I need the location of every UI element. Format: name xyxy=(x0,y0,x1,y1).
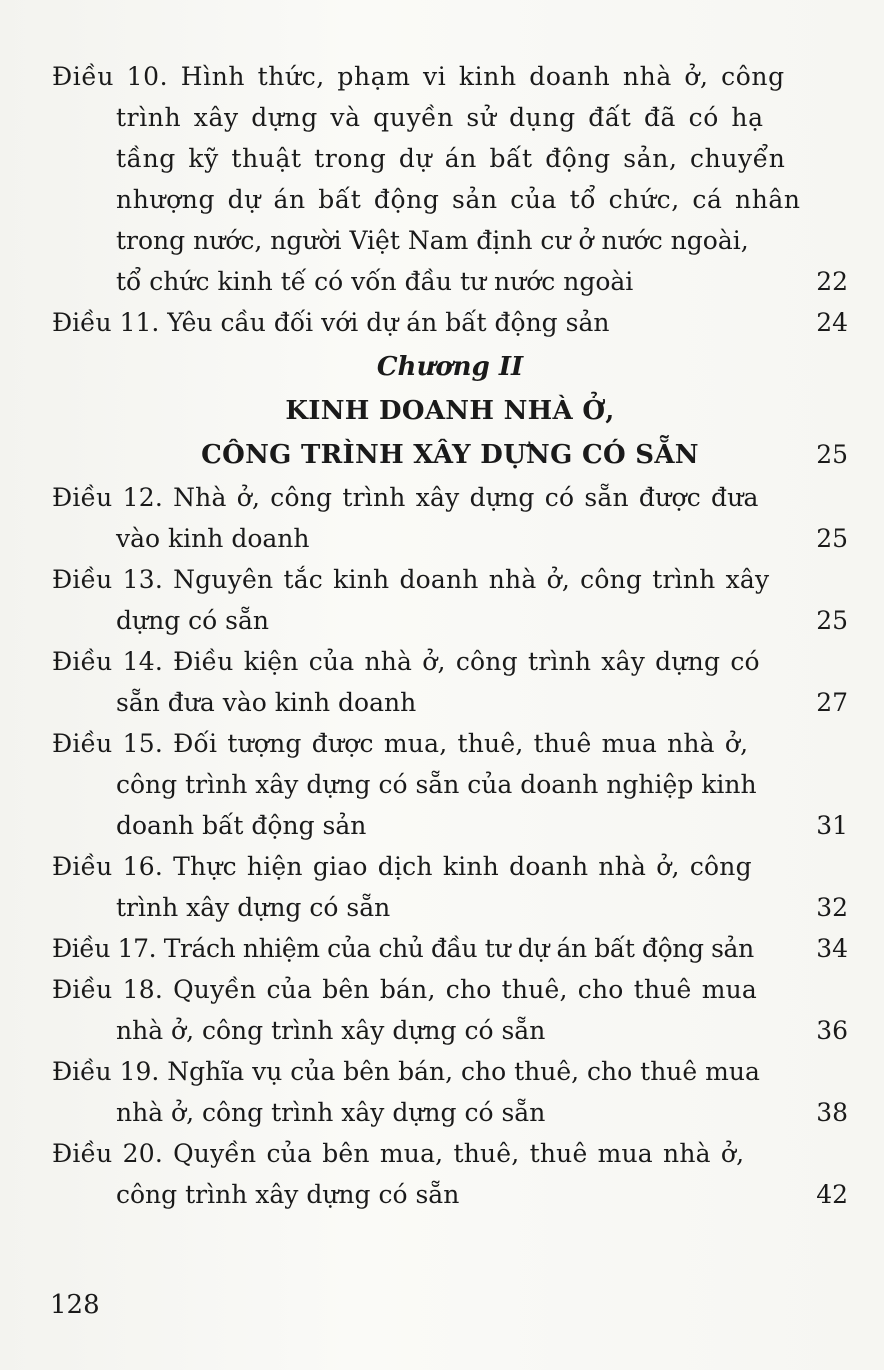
toc-page-number: 34 xyxy=(816,934,848,963)
toc-entry-dieu-19 xyxy=(52,1051,848,1133)
toc-entry-line: Điều 11. Yêu cầu đối với dự án bất động sản xyxy=(52,308,610,337)
toc-page-number: 31 xyxy=(816,811,848,840)
toc-page-number: 27 xyxy=(816,688,848,717)
toc-entry-line: Điều 10. Hình thức, phạm vi kinh doanh nhà ở, công xyxy=(52,62,785,91)
toc-page-number: 25 xyxy=(816,606,848,635)
toc-entry-line: Điều 15. Đối tượng được mua, thuê, thuê mua nhà ở, xyxy=(52,729,749,758)
toc-entry-dieu-12 xyxy=(52,477,848,559)
toc-page-number: 25 xyxy=(816,524,848,553)
toc-entry-dieu-13 xyxy=(52,559,848,641)
toc-entry-line: trình xây dựng có sẵn xyxy=(116,893,391,922)
page-folio-number: 128 xyxy=(50,1290,100,1320)
toc-entry-line: Điều 13. Nguyên tắc kinh doanh nhà ở, công trình xây xyxy=(52,565,770,594)
toc-entry-line: Điều 19. Nghĩa vụ của bên bán, cho thuê, cho thuê mua xyxy=(52,1057,760,1086)
toc-entry-line: Điều 14. Điều kiện của nhà ở, công trình xây dựng có xyxy=(52,647,760,676)
toc-entry-line: Điều 18. Quyền của bên bán, cho thuê, cho thuê mua xyxy=(52,975,757,1004)
toc-entry-dieu-18 xyxy=(52,969,848,1051)
toc-entry-line: Điều 16. Thực hiện giao dịch kinh doanh nhà ở, công xyxy=(52,852,752,881)
toc-entry-line: vào kinh doanh xyxy=(116,524,310,553)
chapter-page-number: 25 xyxy=(816,440,848,469)
toc-entry-dieu-17 xyxy=(52,928,848,969)
chapter-title-line-1: KINH DOANH NHÀ Ở, xyxy=(285,396,615,426)
toc-entry-dieu-10 xyxy=(52,56,848,302)
toc-entry-line: sẵn đưa vào kinh doanh xyxy=(116,688,417,717)
chapter-label: Chương II xyxy=(376,352,524,382)
toc-page-number: 32 xyxy=(816,893,848,922)
toc-entry-line: công trình xây dựng có sẵn của doanh nghiệp kinh xyxy=(116,770,757,799)
toc-page-number: 36 xyxy=(816,1016,848,1045)
toc-entry-line: tầng kỹ thuật trong dự án bất động sản, chuyển xyxy=(116,144,786,173)
toc-page-number: 42 xyxy=(816,1180,848,1209)
toc-page-number: 24 xyxy=(816,308,848,337)
table-of-contents xyxy=(52,56,848,1215)
toc-entry-line: Điều 20. Quyền của bên mua, thuê, thuê mua nhà ở, xyxy=(52,1139,745,1168)
toc-entry-line: doanh bất động sản xyxy=(116,811,367,840)
toc-page-number: 22 xyxy=(816,267,848,296)
toc-entry-line: nhà ở, công trình xây dựng có sẵn xyxy=(116,1098,546,1127)
toc-entry-dieu-16 xyxy=(52,846,848,928)
toc-entry-dieu-15 xyxy=(52,723,848,846)
toc-entry-dieu-20 xyxy=(52,1133,848,1215)
toc-entry-line: Điều 12. Nhà ở, công trình xây dựng có sẵn được đưa xyxy=(52,483,759,512)
toc-entry-line: trong nước, người Việt Nam định cư ở nước ngoài, xyxy=(116,226,749,255)
toc-entry-line: Điều 17. Trách nhiệm của chủ đầu tư dự án bất động sản xyxy=(52,934,754,963)
toc-entry-line: trình xây dựng và quyền sử dụng đất đã có hạ xyxy=(116,103,764,132)
toc-entry-line: công trình xây dựng có sẵn xyxy=(116,1180,460,1209)
toc-page-number: 38 xyxy=(816,1098,848,1127)
toc-entry-dieu-11 xyxy=(52,302,848,343)
toc-entry-line: tổ chức kinh tế có vốn đầu tư nước ngoài xyxy=(116,267,634,296)
toc-entry-dieu-14 xyxy=(52,641,848,723)
chapter-heading xyxy=(52,345,848,477)
toc-entry-line: nhà ở, công trình xây dựng có sẵn xyxy=(116,1016,546,1045)
chapter-title-line-2: CÔNG TRÌNH XÂY DỰNG CÓ SẴN xyxy=(201,440,699,470)
toc-entry-line: nhượng dự án bất động sản của tổ chức, cá nhân xyxy=(116,185,801,214)
toc-entry-line: dựng có sẵn xyxy=(116,606,269,635)
